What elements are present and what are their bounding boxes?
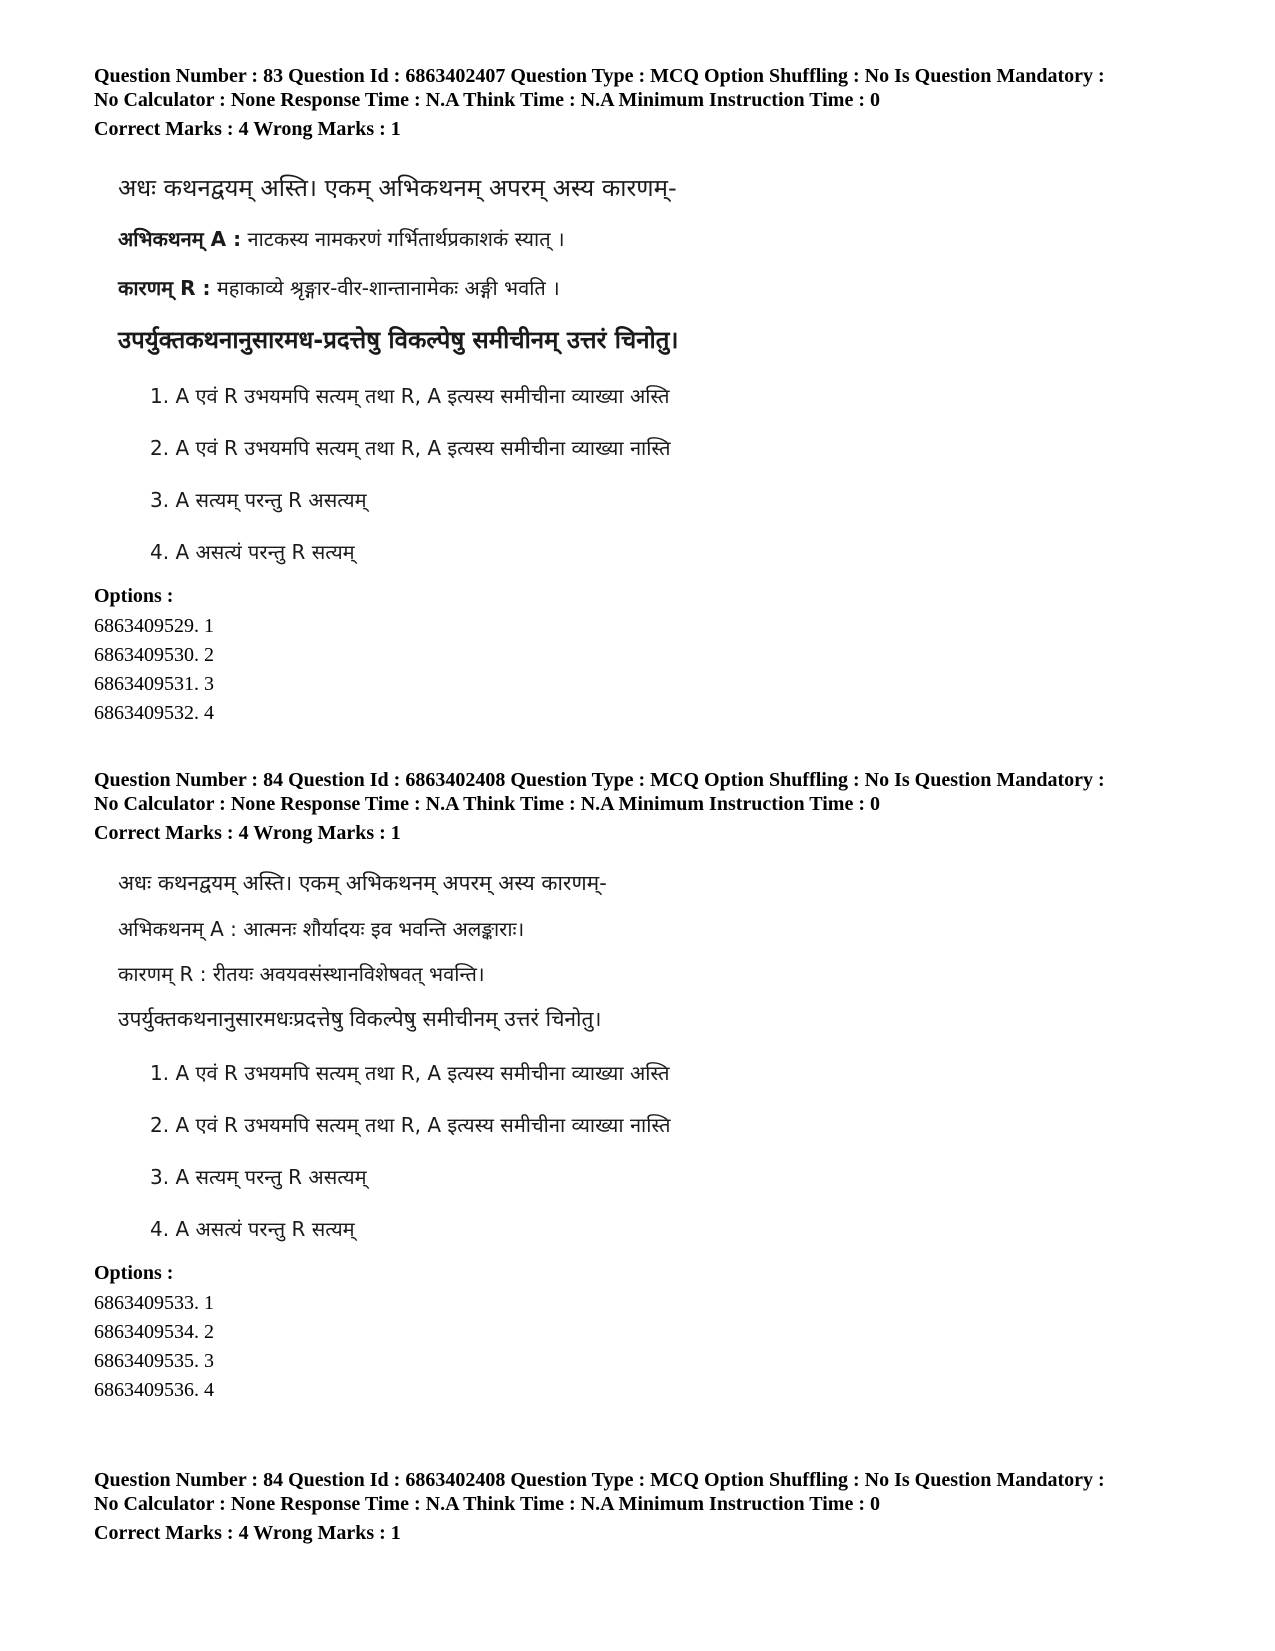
question-intro: अधः कथनद्वयम् अस्ति। एकम् अभिकथनम् अपरम् अस्य कारणम्- [118,871,607,895]
option-item: 6863409533. 1 [94,1292,214,1314]
question-meta-line1: Question Number : 84 Question Id : 6863402408 Question Type : MCQ Option Shuffling : No Is Question Mandatory : [94,769,1105,791]
question-marks: Correct Marks : 4 Wrong Marks : 1 [94,822,401,844]
question-meta-line2: No Calculator : None Response Time : N.A Think Time : N.A Minimum Instruction Time : 0 [94,89,880,111]
choice-item: 4. A असत्यं परन्तु R सत्यम् [150,1217,355,1241]
reason-line [118,274,1204,301]
option-item: 6863409534. 2 [94,1321,214,1343]
question-marks: Correct Marks : 4 Wrong Marks : 1 [94,1522,401,1544]
question-meta-line1: Question Number : 84 Question Id : 6863402408 Question Type : MCQ Option Shuffling : No Is Question Mandatory : [94,1469,1105,1491]
choice-item: 2. A एवं R उभयमपि सत्यम् तथा R, A इत्यस्य समीचीना व्याख्या नास्ति [150,1113,671,1137]
choice-item: 3. A सत्यम् परन्तु R असत्यम् [150,488,367,512]
question-block-83 [94,64,1204,728]
question-meta-line1: Question Number : 83 Question Id : 6863402407 Question Type : MCQ Option Shuffling : No Is Question Mandatory : [94,65,1105,87]
question-block-84-repeat [94,1468,1204,1545]
question-instruction: उपर्युक्तकथनानुसारमधःप्रदत्तेषु विकल्पेषु समीचीनम् उत्तरं चिनोतु। [118,1007,602,1031]
assertion-text: नाटकस्य नामकरणं गर्भितार्थप्रकाशकं स्यात् । [247,227,565,251]
choice-item: 1. A एवं R उभयमपि सत्यम् तथा R, A इत्यस्य समीचीना व्याख्या अस्ति [150,384,670,408]
choice-item: 4. A असत्यं परन्तु R सत्यम् [150,540,355,564]
reason-text: रीतयः अवयवसंस्थानविशेषवत् भवन्ति। [212,962,485,986]
options-label: Options : [94,585,174,607]
option-item: 6863409530. 2 [94,644,214,666]
choice-item: 1. A एवं R उभयमपि सत्यम् तथा R, A इत्यस्य समीचीना व्याख्या अस्ति [150,1061,670,1085]
option-item: 6863409535. 3 [94,1350,214,1372]
reason-label: कारणम् R : [118,276,211,300]
option-item: 6863409536. 4 [94,1379,214,1401]
option-item: 6863409529. 1 [94,615,214,637]
choice-list [150,382,1204,564]
assertion-label: अभिकथनम् A : [118,227,242,251]
assertion-line [118,915,1204,942]
assertion-text: आत्मनः शौर्यादयः इव भवन्ति अलङ्काराः। [243,917,525,941]
choice-item: 3. A सत्यम् परन्तु R असत्यम् [150,1165,367,1189]
question-instruction: उपर्युक्तकथनानुसारमध-प्रदत्तेषु विकल्पेषु समीचीनम् उत्तरं चिनोतु। [118,326,679,354]
option-item: 6863409531. 3 [94,673,214,695]
assertion-label: अभिकथनम् A : [118,917,237,941]
options-list [94,612,1204,728]
choice-list [150,1059,1204,1241]
question-block-84 [94,768,1204,1405]
reason-line [118,960,1204,987]
assertion-line [118,225,1204,252]
option-item: 6863409532. 4 [94,702,214,724]
choice-item: 2. A एवं R उभयमपि सत्यम् तथा R, A इत्यस्य समीचीना व्याख्या नास्ति [150,436,671,460]
options-label: Options : [94,1262,174,1284]
reason-text: महाकाव्ये श्रृङ्गार-वीर-शान्तानामेकः अङ्गी भवति । [216,276,560,300]
question-meta-line2: No Calculator : None Response Time : N.A Think Time : N.A Minimum Instruction Time : 0 [94,1493,880,1515]
question-meta-line2: No Calculator : None Response Time : N.A Think Time : N.A Minimum Instruction Time : 0 [94,793,880,815]
question-marks: Correct Marks : 4 Wrong Marks : 1 [94,118,401,140]
question-intro: अधः कथनद्वयम् अस्ति। एकम् अभिकथनम् अपरम् अस्य कारणम्- [118,174,677,202]
reason-label: कारणम् R : [118,962,207,986]
options-list [94,1289,1204,1405]
